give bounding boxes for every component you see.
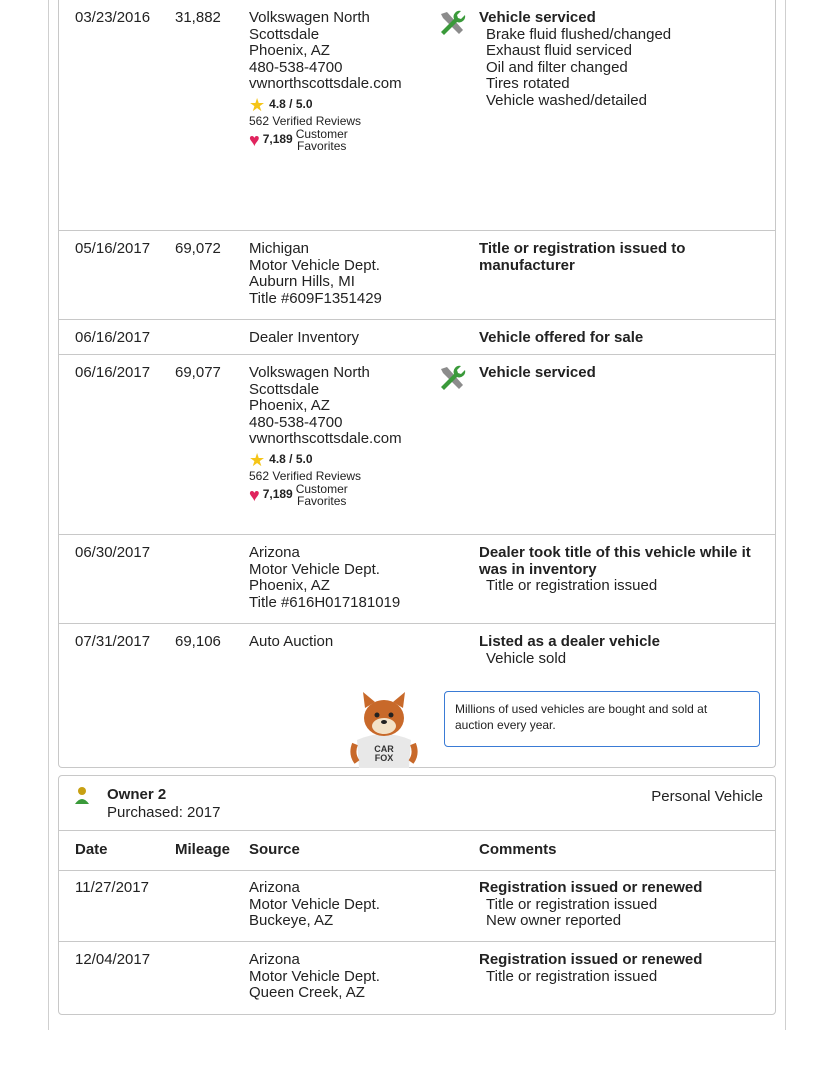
owner-purchased: Purchased: 2017 <box>107 804 221 821</box>
source-line: Auburn Hills, MI <box>249 273 355 290</box>
source-line: Phoenix, AZ <box>249 42 330 59</box>
table-row <box>59 0 775 231</box>
comment-title: Dealer took title of this vehicle while it was in inventory <box>479 544 751 578</box>
auction-tooltip: Millions of used vehicles are bought and sold at auction every year. <box>444 691 760 747</box>
star-icon: ★ <box>249 449 266 470</box>
source-line: Motor Vehicle Dept. <box>249 256 380 274</box>
row-mileage: 31,882 <box>175 9 221 26</box>
favorites-label-line: Favorites <box>297 138 347 153</box>
dealer-rating[interactable] <box>249 96 402 114</box>
tools-icon <box>437 8 467 38</box>
comment-item: Title or registration issued <box>486 577 658 594</box>
row-mileage: 69,106 <box>175 633 221 650</box>
fox-shirt-text: FOX <box>374 753 394 763</box>
row-date: 06/16/2017 <box>75 329 151 346</box>
comment-item: Oil and filter changed <box>486 58 628 76</box>
source-line: Arizona <box>249 951 300 968</box>
favorites-count: 7,189 <box>262 132 293 147</box>
page-right-rule <box>785 0 786 1030</box>
table-row <box>59 320 775 355</box>
comment-title: Registration issued or renewed <box>479 951 703 968</box>
dealer-website-link[interactable]: vwnorthscottsdale.com <box>249 75 402 92</box>
owner-title: Owner 2 <box>107 786 167 803</box>
heart-icon: ♥ <box>249 129 260 150</box>
row-source: Auto Auction <box>249 633 334 650</box>
source-line: Volkswagen North <box>249 364 370 381</box>
owner1-history-box <box>58 0 776 768</box>
comment-title: Registration issued or renewed <box>479 879 703 896</box>
row-mileage: 69,072 <box>175 240 221 257</box>
header-source: Source <box>249 841 300 858</box>
carfox-mascot <box>349 688 419 768</box>
source-line: Scottsdale <box>249 380 320 398</box>
row-comments <box>479 10 769 109</box>
table-row <box>59 535 775 624</box>
comment-item: Title or registration issued <box>486 967 658 985</box>
row-comments <box>479 952 769 985</box>
page-left-rule <box>48 0 49 1030</box>
favorites-label-line: Favorites <box>297 493 347 508</box>
person-icon <box>75 786 89 806</box>
dealer-website-link[interactable]: vwnorthscottsdale.com <box>249 430 402 447</box>
comment-item: Title or registration issued <box>486 895 658 913</box>
favorites-count: 7,189 <box>262 487 293 502</box>
source-line: Motor Vehicle Dept. <box>249 560 380 578</box>
comment-item: Vehicle washed/detailed <box>486 91 647 109</box>
fox-shirt-text: CAR <box>374 744 394 754</box>
rating-value: 4.8 / 5.0 <box>269 452 313 467</box>
source-line: Motor Vehicle Dept. <box>249 967 380 985</box>
favorites-label-line: Customer <box>295 481 348 496</box>
row-source <box>249 952 380 1002</box>
reviews-count[interactable]: 562 Verified Reviews <box>249 113 362 128</box>
row-source <box>249 10 402 152</box>
row-source <box>249 241 382 307</box>
row-comments <box>479 634 769 667</box>
comment-item: Vehicle sold <box>486 649 567 667</box>
source-line: Title #616H017181019 <box>249 593 401 611</box>
dealer-rating[interactable] <box>249 451 402 469</box>
source-line: Queen Creek, AZ <box>249 984 365 1001</box>
table-row <box>59 942 775 1014</box>
favorites-label <box>296 483 348 507</box>
rating-value: 4.8 / 5.0 <box>269 97 313 112</box>
source-line: Arizona <box>249 544 300 561</box>
source-line: Buckeye, AZ <box>249 912 334 929</box>
source-line: Arizona <box>249 879 300 896</box>
heart-icon: ♥ <box>249 484 260 505</box>
row-source: Dealer Inventory <box>249 329 360 346</box>
row-comments <box>479 545 769 595</box>
row-source <box>249 545 400 611</box>
source-line: Volkswagen North <box>249 9 370 26</box>
owner2-box <box>58 775 776 1015</box>
table-row <box>59 355 775 535</box>
source-line: Title #609F1351429 <box>249 289 382 307</box>
favorites-label-line: Customer <box>295 126 348 141</box>
source-line: Phoenix, AZ <box>249 577 330 594</box>
row-source <box>249 880 380 930</box>
source-line: Motor Vehicle Dept. <box>249 895 380 913</box>
row-date: 06/30/2017 <box>75 544 151 561</box>
tools-icon <box>437 363 467 393</box>
source-line: Phoenix, AZ <box>249 397 330 414</box>
row-date: 06/16/2017 <box>75 364 151 381</box>
comment-title: Title or registration issued to manufacturer <box>479 240 686 274</box>
customer-favorites <box>249 483 402 507</box>
comment-item: Exhaust fluid serviced <box>486 42 632 59</box>
comment-item: New owner reported <box>486 912 622 929</box>
customer-favorites <box>249 128 402 152</box>
owner-header <box>59 776 775 831</box>
header-comments: Comments <box>479 841 557 858</box>
table-row <box>59 231 775 320</box>
reviews-count[interactable]: 562 Verified Reviews <box>249 468 362 483</box>
row-date: 03/23/2016 <box>75 9 151 26</box>
source-line: Michigan <box>249 240 310 257</box>
table-header <box>59 830 775 871</box>
header-mileage: Mileage <box>175 841 231 858</box>
row-date: 05/16/2017 <box>75 240 151 257</box>
header-date: Date <box>75 841 108 858</box>
row-date: 07/31/2017 <box>75 633 151 650</box>
comment-item: Tires rotated <box>486 75 570 92</box>
source-line: 480-538-4700 <box>249 413 343 431</box>
comment-title: Vehicle offered for sale <box>479 329 644 346</box>
star-icon: ★ <box>249 94 266 115</box>
row-date: 11/27/2017 <box>75 879 149 896</box>
table-row <box>59 870 775 942</box>
comment-item: Brake fluid flushed/changed <box>486 25 672 43</box>
row-source <box>249 365 402 507</box>
favorites-label <box>296 128 348 152</box>
comment-title: Vehicle serviced <box>479 364 596 381</box>
row-comments <box>479 880 769 930</box>
vehicle-type: Personal Vehicle <box>651 788 763 805</box>
comment-title: Vehicle serviced <box>479 9 596 26</box>
comment-title: Listed as a dealer vehicle <box>479 633 660 650</box>
source-line: Scottsdale <box>249 25 320 43</box>
row-mileage: 69,077 <box>175 364 221 381</box>
row-date: 12/04/2017 <box>75 951 151 968</box>
source-line: 480-538-4700 <box>249 58 343 76</box>
